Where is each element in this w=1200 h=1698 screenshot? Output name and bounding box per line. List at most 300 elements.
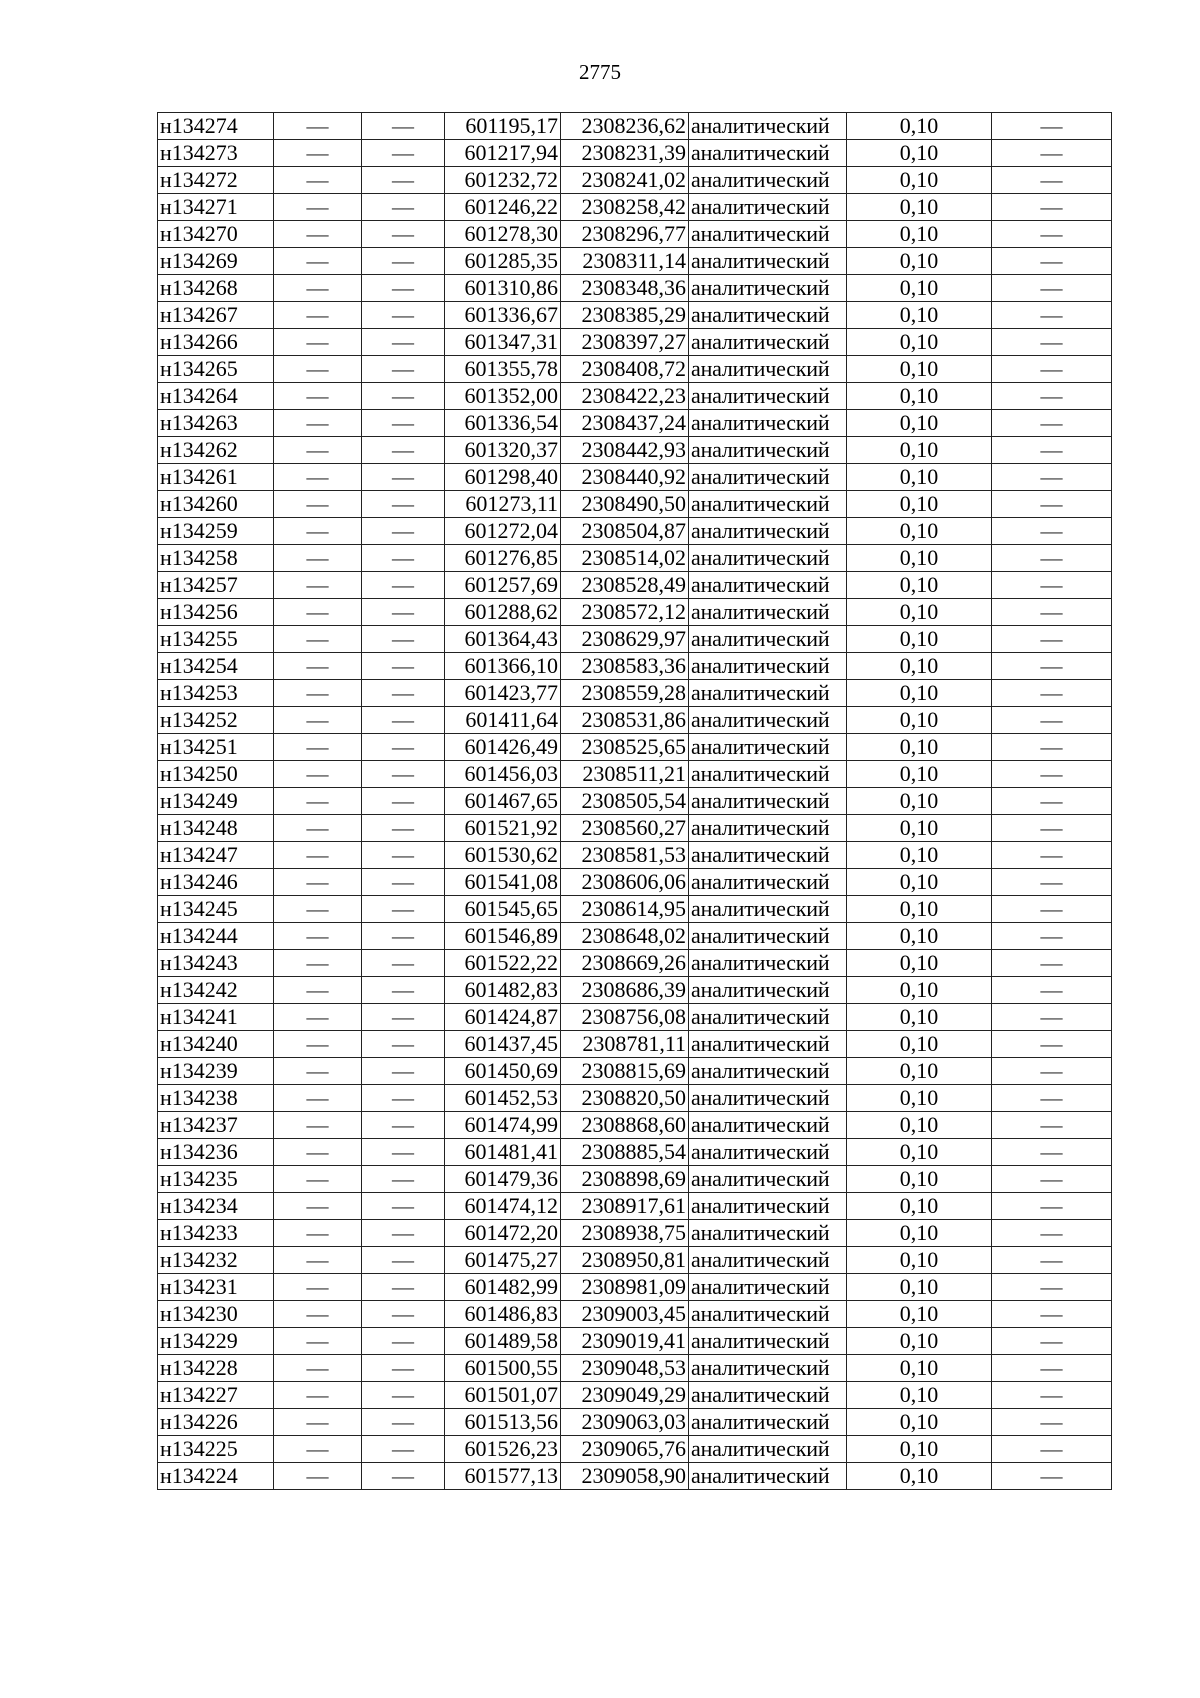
dash-cell: — — [362, 1220, 445, 1247]
y-coordinate-cell: 2308231,39 — [561, 140, 689, 167]
dash-cell: — — [274, 1409, 362, 1436]
accuracy-cell: 0,10 — [847, 1220, 992, 1247]
y-coordinate-cell: 2308756,08 — [561, 1004, 689, 1031]
dash-cell: — — [992, 410, 1112, 437]
accuracy-cell: 0,10 — [847, 1004, 992, 1031]
point-id-cell: н134260 — [158, 491, 274, 518]
accuracy-cell: 0,10 — [847, 1355, 992, 1382]
accuracy-cell: 0,10 — [847, 815, 992, 842]
table-row — [158, 599, 1112, 626]
table-row — [158, 1409, 1112, 1436]
dash-cell: — — [274, 302, 362, 329]
page-number: 2775 — [579, 60, 621, 84]
method-cell: аналитический — [689, 707, 847, 734]
dash-cell: — — [362, 167, 445, 194]
x-coordinate-cell: 601366,10 — [445, 653, 561, 680]
dash-cell: — — [362, 1139, 445, 1166]
dash-cell: — — [992, 140, 1112, 167]
dash-cell: — — [362, 491, 445, 518]
dash-cell: — — [274, 1274, 362, 1301]
method-cell: аналитический — [689, 1382, 847, 1409]
table-row — [158, 167, 1112, 194]
method-cell: аналитический — [689, 221, 847, 248]
y-coordinate-cell: 2308525,65 — [561, 734, 689, 761]
point-id-cell: н134243 — [158, 950, 274, 977]
dash-cell: — — [274, 140, 362, 167]
x-coordinate-cell: 601489,58 — [445, 1328, 561, 1355]
x-coordinate-cell: 601501,07 — [445, 1382, 561, 1409]
table-row — [158, 1193, 1112, 1220]
dash-cell: — — [992, 1463, 1112, 1490]
dash-cell: — — [362, 1112, 445, 1139]
y-coordinate-cell: 2308531,86 — [561, 707, 689, 734]
dash-cell: — — [274, 248, 362, 275]
method-cell: аналитический — [689, 1085, 847, 1112]
x-coordinate-cell: 601522,22 — [445, 950, 561, 977]
method-cell: аналитический — [689, 1139, 847, 1166]
accuracy-cell: 0,10 — [847, 1301, 992, 1328]
method-cell: аналитический — [689, 1112, 847, 1139]
dash-cell: — — [362, 1382, 445, 1409]
accuracy-cell: 0,10 — [847, 437, 992, 464]
x-coordinate-cell: 601426,49 — [445, 734, 561, 761]
point-id-cell: н134224 — [158, 1463, 274, 1490]
table-row — [158, 1112, 1112, 1139]
y-coordinate-cell: 2308511,21 — [561, 761, 689, 788]
y-coordinate-cell: 2308606,06 — [561, 869, 689, 896]
dash-cell: — — [992, 1355, 1112, 1382]
x-coordinate-cell: 601472,20 — [445, 1220, 561, 1247]
point-id-cell: н134259 — [158, 518, 274, 545]
dash-cell: — — [274, 329, 362, 356]
point-id-cell: н134266 — [158, 329, 274, 356]
method-cell: аналитический — [689, 761, 847, 788]
table-row — [158, 1355, 1112, 1382]
point-id-cell: н134257 — [158, 572, 274, 599]
table-row — [158, 356, 1112, 383]
table-row — [158, 1031, 1112, 1058]
x-coordinate-cell: 601486,83 — [445, 1301, 561, 1328]
y-coordinate-cell: 2308241,02 — [561, 167, 689, 194]
table-row — [158, 302, 1112, 329]
dash-cell: — — [992, 1409, 1112, 1436]
dash-cell: — — [362, 113, 445, 140]
point-id-cell: н134250 — [158, 761, 274, 788]
accuracy-cell: 0,10 — [847, 302, 992, 329]
x-coordinate-cell: 601474,12 — [445, 1193, 561, 1220]
x-coordinate-cell: 601355,78 — [445, 356, 561, 383]
table-row — [158, 653, 1112, 680]
table-row — [158, 1328, 1112, 1355]
dash-cell: — — [362, 626, 445, 653]
table-row — [158, 707, 1112, 734]
table-row — [158, 950, 1112, 977]
y-coordinate-cell: 2308236,62 — [561, 113, 689, 140]
method-cell: аналитический — [689, 1301, 847, 1328]
dash-cell: — — [362, 842, 445, 869]
accuracy-cell: 0,10 — [847, 464, 992, 491]
dash-cell: — — [362, 302, 445, 329]
table-row — [158, 1085, 1112, 1112]
method-cell: аналитический — [689, 1463, 847, 1490]
accuracy-cell: 0,10 — [847, 1058, 992, 1085]
accuracy-cell: 0,10 — [847, 680, 992, 707]
point-id-cell: н134234 — [158, 1193, 274, 1220]
method-cell: аналитический — [689, 815, 847, 842]
dash-cell: — — [362, 923, 445, 950]
x-coordinate-cell: 601217,94 — [445, 140, 561, 167]
dash-cell: — — [362, 1301, 445, 1328]
table-row — [158, 1436, 1112, 1463]
method-cell: аналитический — [689, 788, 847, 815]
dash-cell: — — [274, 842, 362, 869]
dash-cell: — — [362, 869, 445, 896]
dash-cell: — — [274, 572, 362, 599]
point-id-cell: н134267 — [158, 302, 274, 329]
dash-cell: — — [362, 410, 445, 437]
dash-cell: — — [362, 329, 445, 356]
y-coordinate-cell: 2308981,09 — [561, 1274, 689, 1301]
y-coordinate-cell: 2309048,53 — [561, 1355, 689, 1382]
dash-cell: — — [274, 1301, 362, 1328]
y-coordinate-cell: 2308559,28 — [561, 680, 689, 707]
dash-cell: — — [992, 626, 1112, 653]
point-id-cell: н134255 — [158, 626, 274, 653]
dash-cell: — — [362, 1436, 445, 1463]
dash-cell: — — [274, 896, 362, 923]
dash-cell: — — [274, 1355, 362, 1382]
x-coordinate-cell: 601526,23 — [445, 1436, 561, 1463]
dash-cell: — — [992, 1301, 1112, 1328]
x-coordinate-cell: 601288,62 — [445, 599, 561, 626]
x-coordinate-cell: 601352,00 — [445, 383, 561, 410]
accuracy-cell: 0,10 — [847, 707, 992, 734]
table-row — [158, 329, 1112, 356]
method-cell: аналитический — [689, 464, 847, 491]
dash-cell: — — [992, 1166, 1112, 1193]
dash-cell: — — [992, 869, 1112, 896]
y-coordinate-cell: 2308648,02 — [561, 923, 689, 950]
x-coordinate-cell: 601500,55 — [445, 1355, 561, 1382]
dash-cell: — — [274, 788, 362, 815]
point-id-cell: н134264 — [158, 383, 274, 410]
table-row — [158, 194, 1112, 221]
y-coordinate-cell: 2308950,81 — [561, 1247, 689, 1274]
dash-cell: — — [992, 1112, 1112, 1139]
x-coordinate-cell: 601545,65 — [445, 896, 561, 923]
x-coordinate-cell: 601456,03 — [445, 761, 561, 788]
dash-cell: — — [274, 1382, 362, 1409]
dash-cell: — — [274, 1139, 362, 1166]
point-id-cell: н134272 — [158, 167, 274, 194]
accuracy-cell: 0,10 — [847, 491, 992, 518]
method-cell: аналитический — [689, 1409, 847, 1436]
point-id-cell: н134254 — [158, 653, 274, 680]
point-id-cell: н134239 — [158, 1058, 274, 1085]
x-coordinate-cell: 601276,85 — [445, 545, 561, 572]
table-row — [158, 1247, 1112, 1274]
accuracy-cell: 0,10 — [847, 734, 992, 761]
y-coordinate-cell: 2308348,36 — [561, 275, 689, 302]
method-cell: аналитический — [689, 1031, 847, 1058]
dash-cell: — — [362, 1031, 445, 1058]
y-coordinate-cell: 2309058,90 — [561, 1463, 689, 1490]
accuracy-cell: 0,10 — [847, 1166, 992, 1193]
method-cell: аналитический — [689, 194, 847, 221]
dash-cell: — — [274, 599, 362, 626]
method-cell: аналитический — [689, 113, 847, 140]
x-coordinate-cell: 601336,67 — [445, 302, 561, 329]
x-coordinate-cell: 601298,40 — [445, 464, 561, 491]
dash-cell: — — [362, 437, 445, 464]
dash-cell: — — [362, 896, 445, 923]
point-id-cell: н134227 — [158, 1382, 274, 1409]
y-coordinate-cell: 2308442,93 — [561, 437, 689, 464]
method-cell: аналитический — [689, 599, 847, 626]
x-coordinate-cell: 601320,37 — [445, 437, 561, 464]
table-row — [158, 1274, 1112, 1301]
dash-cell: — — [362, 599, 445, 626]
method-cell: аналитический — [689, 1436, 847, 1463]
accuracy-cell: 0,10 — [847, 1409, 992, 1436]
method-cell: аналитический — [689, 923, 847, 950]
x-coordinate-cell: 601257,69 — [445, 572, 561, 599]
accuracy-cell: 0,10 — [847, 626, 992, 653]
x-coordinate-cell: 601541,08 — [445, 869, 561, 896]
dash-cell: — — [362, 572, 445, 599]
accuracy-cell: 0,10 — [847, 167, 992, 194]
table-row — [158, 977, 1112, 1004]
dash-cell: — — [992, 1220, 1112, 1247]
y-coordinate-cell: 2308583,36 — [561, 653, 689, 680]
dash-cell: — — [992, 923, 1112, 950]
dash-cell: — — [992, 1328, 1112, 1355]
dash-cell: — — [992, 194, 1112, 221]
dash-cell: — — [362, 545, 445, 572]
dash-cell: — — [274, 923, 362, 950]
dash-cell: — — [362, 1004, 445, 1031]
method-cell: аналитический — [689, 1193, 847, 1220]
accuracy-cell: 0,10 — [847, 1085, 992, 1112]
dash-cell: — — [992, 302, 1112, 329]
dash-cell: — — [274, 950, 362, 977]
y-coordinate-cell: 2309049,29 — [561, 1382, 689, 1409]
dash-cell: — — [362, 221, 445, 248]
y-coordinate-cell: 2308504,87 — [561, 518, 689, 545]
accuracy-cell: 0,10 — [847, 1139, 992, 1166]
dash-cell: — — [992, 680, 1112, 707]
x-coordinate-cell: 601521,92 — [445, 815, 561, 842]
point-id-cell: н134248 — [158, 815, 274, 842]
method-cell: аналитический — [689, 491, 847, 518]
x-coordinate-cell: 601577,13 — [445, 1463, 561, 1490]
table-row — [158, 275, 1112, 302]
dash-cell: — — [362, 464, 445, 491]
x-coordinate-cell: 601475,27 — [445, 1247, 561, 1274]
accuracy-cell: 0,10 — [847, 1193, 992, 1220]
method-cell: аналитический — [689, 869, 847, 896]
point-id-cell: н134274 — [158, 113, 274, 140]
point-id-cell: н134245 — [158, 896, 274, 923]
x-coordinate-cell: 601285,35 — [445, 248, 561, 275]
y-coordinate-cell: 2308898,69 — [561, 1166, 689, 1193]
dash-cell: — — [274, 680, 362, 707]
dash-cell: — — [992, 464, 1112, 491]
y-coordinate-cell: 2308820,50 — [561, 1085, 689, 1112]
point-id-cell: н134262 — [158, 437, 274, 464]
dash-cell: — — [274, 1058, 362, 1085]
table-row — [158, 842, 1112, 869]
dash-cell: — — [274, 761, 362, 788]
method-cell: аналитический — [689, 248, 847, 275]
method-cell: аналитический — [689, 1274, 847, 1301]
dash-cell: — — [992, 1085, 1112, 1112]
table-row — [158, 545, 1112, 572]
dash-cell: — — [362, 1058, 445, 1085]
point-id-cell: н134238 — [158, 1085, 274, 1112]
accuracy-cell: 0,10 — [847, 140, 992, 167]
y-coordinate-cell: 2308528,49 — [561, 572, 689, 599]
point-id-cell: н134258 — [158, 545, 274, 572]
accuracy-cell: 0,10 — [847, 896, 992, 923]
y-coordinate-cell: 2309063,03 — [561, 1409, 689, 1436]
y-coordinate-cell: 2308885,54 — [561, 1139, 689, 1166]
table-row — [158, 383, 1112, 410]
point-id-cell: н134252 — [158, 707, 274, 734]
table-row — [158, 491, 1112, 518]
dash-cell: — — [274, 815, 362, 842]
dash-cell: — — [274, 464, 362, 491]
dash-cell: — — [992, 545, 1112, 572]
dash-cell: — — [362, 977, 445, 1004]
dash-cell: — — [362, 194, 445, 221]
x-coordinate-cell: 601452,53 — [445, 1085, 561, 1112]
method-cell: аналитический — [689, 518, 847, 545]
method-cell: аналитический — [689, 653, 847, 680]
dash-cell: — — [992, 1382, 1112, 1409]
x-coordinate-cell: 601513,56 — [445, 1409, 561, 1436]
dash-cell: — — [274, 221, 362, 248]
dash-cell: — — [274, 1085, 362, 1112]
accuracy-cell: 0,10 — [847, 1328, 992, 1355]
method-cell: аналитический — [689, 356, 847, 383]
point-id-cell: н134265 — [158, 356, 274, 383]
accuracy-cell: 0,10 — [847, 1247, 992, 1274]
dash-cell: — — [362, 1463, 445, 1490]
dash-cell: — — [274, 437, 362, 464]
x-coordinate-cell: 601411,64 — [445, 707, 561, 734]
table-row — [158, 1301, 1112, 1328]
method-cell: аналитический — [689, 410, 847, 437]
dash-cell: — — [274, 734, 362, 761]
x-coordinate-cell: 601310,86 — [445, 275, 561, 302]
table-row — [158, 734, 1112, 761]
dash-cell: — — [992, 383, 1112, 410]
dash-cell: — — [362, 788, 445, 815]
y-coordinate-cell: 2308629,97 — [561, 626, 689, 653]
y-coordinate-cell: 2308490,50 — [561, 491, 689, 518]
point-id-cell: н134261 — [158, 464, 274, 491]
method-cell: аналитический — [689, 734, 847, 761]
method-cell: аналитический — [689, 437, 847, 464]
accuracy-cell: 0,10 — [847, 599, 992, 626]
accuracy-cell: 0,10 — [847, 383, 992, 410]
x-coordinate-cell: 601423,77 — [445, 680, 561, 707]
dash-cell: — — [274, 167, 362, 194]
method-cell: аналитический — [689, 1355, 847, 1382]
method-cell: аналитический — [689, 950, 847, 977]
method-cell: аналитический — [689, 1166, 847, 1193]
x-coordinate-cell: 601437,45 — [445, 1031, 561, 1058]
accuracy-cell: 0,10 — [847, 329, 992, 356]
point-id-cell: н134246 — [158, 869, 274, 896]
accuracy-cell: 0,10 — [847, 248, 992, 275]
point-id-cell: н134237 — [158, 1112, 274, 1139]
x-coordinate-cell: 601278,30 — [445, 221, 561, 248]
dash-cell: — — [362, 1328, 445, 1355]
dash-cell: — — [992, 329, 1112, 356]
method-cell: аналитический — [689, 572, 847, 599]
accuracy-cell: 0,10 — [847, 545, 992, 572]
y-coordinate-cell: 2308868,60 — [561, 1112, 689, 1139]
dash-cell: — — [274, 1004, 362, 1031]
accuracy-cell: 0,10 — [847, 923, 992, 950]
table-row — [158, 1139, 1112, 1166]
dash-cell: — — [992, 572, 1112, 599]
dash-cell: — — [362, 707, 445, 734]
y-coordinate-cell: 2308505,54 — [561, 788, 689, 815]
method-cell: аналитический — [689, 842, 847, 869]
table-row — [158, 437, 1112, 464]
dash-cell: — — [992, 1058, 1112, 1085]
method-cell: аналитический — [689, 896, 847, 923]
dash-cell: — — [992, 815, 1112, 842]
y-coordinate-cell: 2308581,53 — [561, 842, 689, 869]
point-id-cell: н134232 — [158, 1247, 274, 1274]
y-coordinate-cell: 2308514,02 — [561, 545, 689, 572]
dash-cell: — — [362, 518, 445, 545]
y-coordinate-cell: 2308397,27 — [561, 329, 689, 356]
dash-cell: — — [992, 518, 1112, 545]
method-cell: аналитический — [689, 383, 847, 410]
table-row — [158, 1058, 1112, 1085]
dash-cell: — — [992, 599, 1112, 626]
table-row — [158, 1463, 1112, 1490]
accuracy-cell: 0,10 — [847, 410, 992, 437]
point-id-cell: н134233 — [158, 1220, 274, 1247]
accuracy-cell: 0,10 — [847, 275, 992, 302]
dash-cell: — — [992, 977, 1112, 1004]
dash-cell: — — [992, 788, 1112, 815]
x-coordinate-cell: 601530,62 — [445, 842, 561, 869]
point-id-cell: н134231 — [158, 1274, 274, 1301]
x-coordinate-cell: 601273,11 — [445, 491, 561, 518]
dash-cell: — — [362, 1274, 445, 1301]
dash-cell: — — [274, 1112, 362, 1139]
y-coordinate-cell: 2309065,76 — [561, 1436, 689, 1463]
y-coordinate-cell: 2308311,14 — [561, 248, 689, 275]
method-cell: аналитический — [689, 1220, 847, 1247]
point-id-cell: н134270 — [158, 221, 274, 248]
point-id-cell: н134269 — [158, 248, 274, 275]
x-coordinate-cell: 601482,83 — [445, 977, 561, 1004]
accuracy-cell: 0,10 — [847, 761, 992, 788]
table-row — [158, 1004, 1112, 1031]
dash-cell: — — [274, 518, 362, 545]
y-coordinate-cell: 2308669,26 — [561, 950, 689, 977]
point-id-cell: н134263 — [158, 410, 274, 437]
point-id-cell: н134230 — [158, 1301, 274, 1328]
